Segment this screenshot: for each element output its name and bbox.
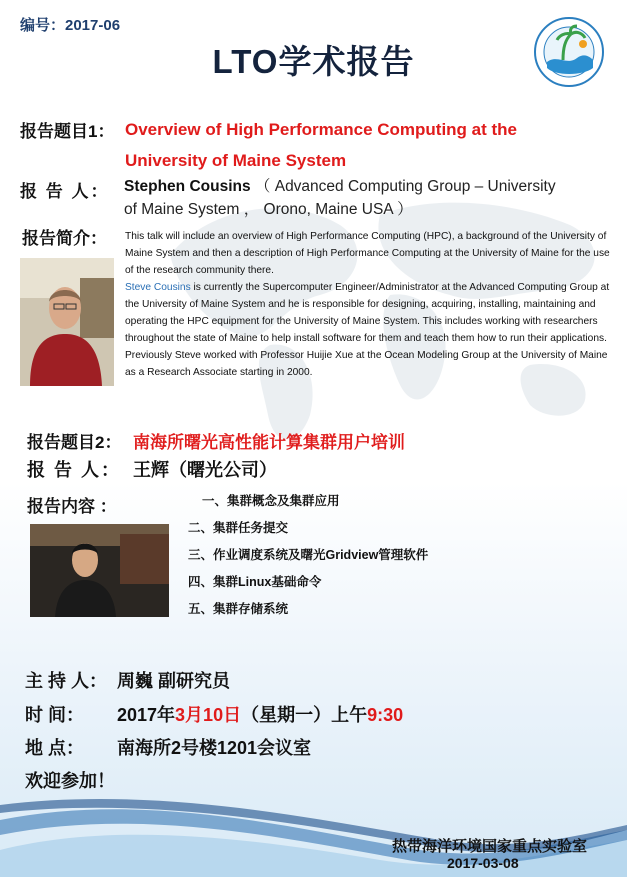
talk1-abstract-p2	[125, 279, 610, 381]
talk2-speaker-label: 报 告 人：	[27, 460, 122, 480]
talk2-content-list	[188, 491, 428, 626]
wave-decoration	[0, 780, 627, 877]
talk1-abstract-p1: This talk will include an overview of High Performance Computing (HPC), a background of the University of Maine System and then a description of High Performance Computing at the University of Maine for the use of the research community there.	[125, 231, 610, 276]
talk1-speaker-affil-line1: （ Advanced Computing Group – University	[254, 178, 556, 195]
talk1-speaker-affil-line2: of Maine System ， Orono, Maine USA ）	[124, 201, 413, 218]
talk2-speaker: 王辉（曙光公司）	[133, 460, 277, 480]
list-item: 二、集群任务提交	[188, 521, 289, 535]
place-label: 地 点：	[25, 738, 85, 758]
time-weekday: （星期一）上午	[241, 705, 368, 725]
footer-date: 2017-03-08	[447, 855, 519, 871]
talk1-topic-line2: University of Maine System	[125, 151, 347, 170]
talk1-topic	[125, 114, 595, 176]
speaker1-photo	[20, 258, 114, 386]
talk1-abstract-label: 报告简介：	[22, 229, 107, 248]
talk1-abstract-p2-text: is currently the Supercomputer Engineer/Administrator at the Advanced Computing Group at the University of Maine System and he is responsible for designing, acquiring, installing, maintaining and operating the HPC equipment for the University of Maine System. This includes working with researchers throughout the state of Maine to help install software for them and teach them how to run their applications. Previously Steve worked with Professor Huijie Xue at the Ocean Modeling Group at the University of Maine as a Research Associate starting in 2000.	[125, 282, 610, 378]
talk1-abstract	[125, 228, 610, 381]
time-date: 3月10日	[175, 705, 242, 725]
talk1-topic-label: 报告题目1：	[20, 122, 115, 141]
talk1-speaker-name: Stephen Cousins	[124, 178, 251, 195]
event-time	[117, 701, 403, 727]
talk1-topic-line1: Overview of High Performance Computing at the	[125, 120, 518, 139]
talk2-content-label: 报告内容 ：	[27, 497, 117, 516]
footer-organization: 热带海洋环境国家重点实验室	[392, 838, 588, 855]
lab-logo-icon	[533, 16, 605, 88]
talk2-topic: 南海所曙光高性能计算集群用户培训	[133, 433, 405, 452]
list-item: 三、作业调度系统及曙光Gridview管理软件	[188, 548, 429, 562]
time-label: 时 间：	[25, 705, 85, 725]
document-number: 编号：2017-06	[20, 17, 121, 34]
page-title: LTO学术报告	[212, 43, 415, 80]
talk1-speaker	[124, 175, 604, 221]
welcome-text: 欢迎参加！	[25, 771, 115, 791]
list-item: 五、集群存储系统	[188, 602, 289, 616]
event-place: 南海所2号楼1201会议室	[117, 738, 312, 758]
time-year: 2017年	[117, 705, 176, 725]
list-item: 一、集群概念及集群应用	[202, 494, 340, 508]
time-clock: 9:30	[367, 705, 404, 725]
talk1-speaker-label: 报 告 人：	[20, 182, 110, 201]
list-item: 四、集群Linux基础命令	[188, 575, 322, 589]
host-label: 主 持 人：	[25, 671, 108, 691]
speaker2-photo	[30, 524, 169, 617]
talk2-topic-label: 报告题目2：	[27, 433, 122, 452]
talk1-abstract-speaker-name: Steve Cousins	[125, 282, 191, 293]
host: 周巍 副研究员	[117, 671, 231, 691]
